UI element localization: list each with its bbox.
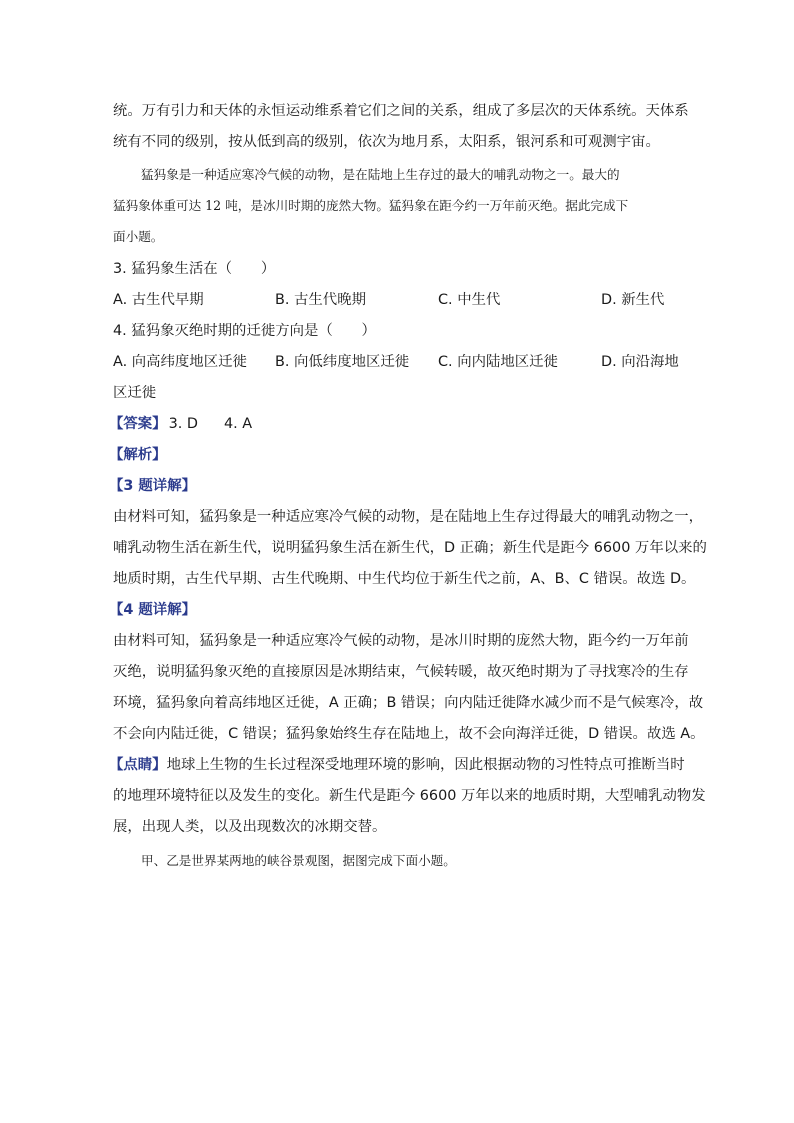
question-3-option-a: A. 古生代早期 [113,292,204,308]
intro-line-1: 统。万有引力和天体的永恒运动维系着它们之间的关系，组成了多层次的天体系统。天体系 [113,103,689,119]
question-4-option-b: B. 向低纬度地区迁徙 [275,354,410,370]
detail-4-line: 由材料可知，猛犸象是一种适应寒冷气候的动物，是冰川时期的庞然大物，距今约一万年前 [113,633,689,649]
analysis-heading [109,445,167,465]
intro-line-2: 统有不同的级别，按从低到高的级别，依次为地月系，太阳系，银河系和可观测宇宙。 [113,134,660,150]
next-material-intro: 甲、乙是世界某两地的峡谷景观图，据图完成下面小题。 [141,853,456,868]
detail-3-line: 哺乳动物生活在新生代，说明猛犸象生活在新生代，D 正确；新生代是距今 6600 万年以来的 [113,540,707,556]
detail-4-line: 灭绝，说明猛犸象灭绝的直接原因是冰期结束，气候转暖，故灭绝时期为了寻找寒冷的生存 [113,664,689,680]
answer-q3: 3. D [168,416,198,432]
question-3-option-d: D. 新生代 [601,292,665,308]
detail-3-heading [109,476,196,496]
detail-4-line: 环境，猛犸象向着高纬地区迁徙，A 正确；B 错误；向内陆迁徙降水减少而不是气候寒冷，故 [113,695,704,711]
question-3-stem: 3. 猛犸象生活在（ ） [113,261,276,277]
material-line-3: 面小题。 [113,229,164,244]
question-3-option-b: B. 古生代晚期 [275,292,366,308]
answer-line [109,414,252,434]
question-4-option-a: A. 向高纬度地区迁徙 [113,354,247,370]
tip-text: 地球上生物的生长过程深受地理环境的影响，因此根据动物的习性特点可推断当时 [166,757,685,773]
detail-4-heading [109,600,196,620]
question-4-option-d: D. 向沿海地 [601,354,679,370]
question-4-option-d-continued: 区迁徙 [113,385,157,401]
question-4-option-c: C. 向内陆地区迁徙 [438,354,558,370]
detail-4-line: 不会向内陆迁徙，C 错误；猛犸象始终生存在陆地上，故不会向海洋迁徙，D 错误。故选 A。 [113,726,705,742]
detail-3-line: 由材料可知，猛犸象是一种适应寒冷气候的动物，是在陆地上生存过得最大的哺乳动物之一， [113,509,704,525]
tip-tag: 【点睛】 [109,757,167,773]
detail-3-tag: 【3 题详解】 [109,478,196,494]
tip-line: 的地理环境特征以及发生的变化。新生代是距今 6600 万年以来的地质时期，大型哺乳动物发 [113,788,706,804]
analysis-tag: 【解析】 [109,447,167,463]
detail-3-line: 地质时期，古生代早期、古生代晚期、中生代均位于新生代之前，A、B、C 错误。故选 D。 [113,571,696,587]
detail-4-tag: 【4 题详解】 [109,602,196,618]
question-4-stem: 4. 猛犸象灭绝时期的迁徙方向是（ ） [113,323,376,339]
tip-line: 展，出现人类，以及出现数次的冰期交替。 [113,819,387,835]
question-3-option-c: C. 中生代 [438,292,501,308]
tip-line-1 [109,755,685,775]
answer-tag: 【答案】 [109,416,167,432]
answer-q4: 4. A [223,416,253,432]
material-line-1: 猛犸象是一种适应寒冷气候的动物，是在陆地上生存过的最大的哺乳动物之一。最大的 [141,167,620,182]
material-line-2: 猛犸象体重可达 12 吨，是冰川时期的庞然大物。猛犸象在距今约一万年前灭绝。据此完成下 [113,198,629,213]
